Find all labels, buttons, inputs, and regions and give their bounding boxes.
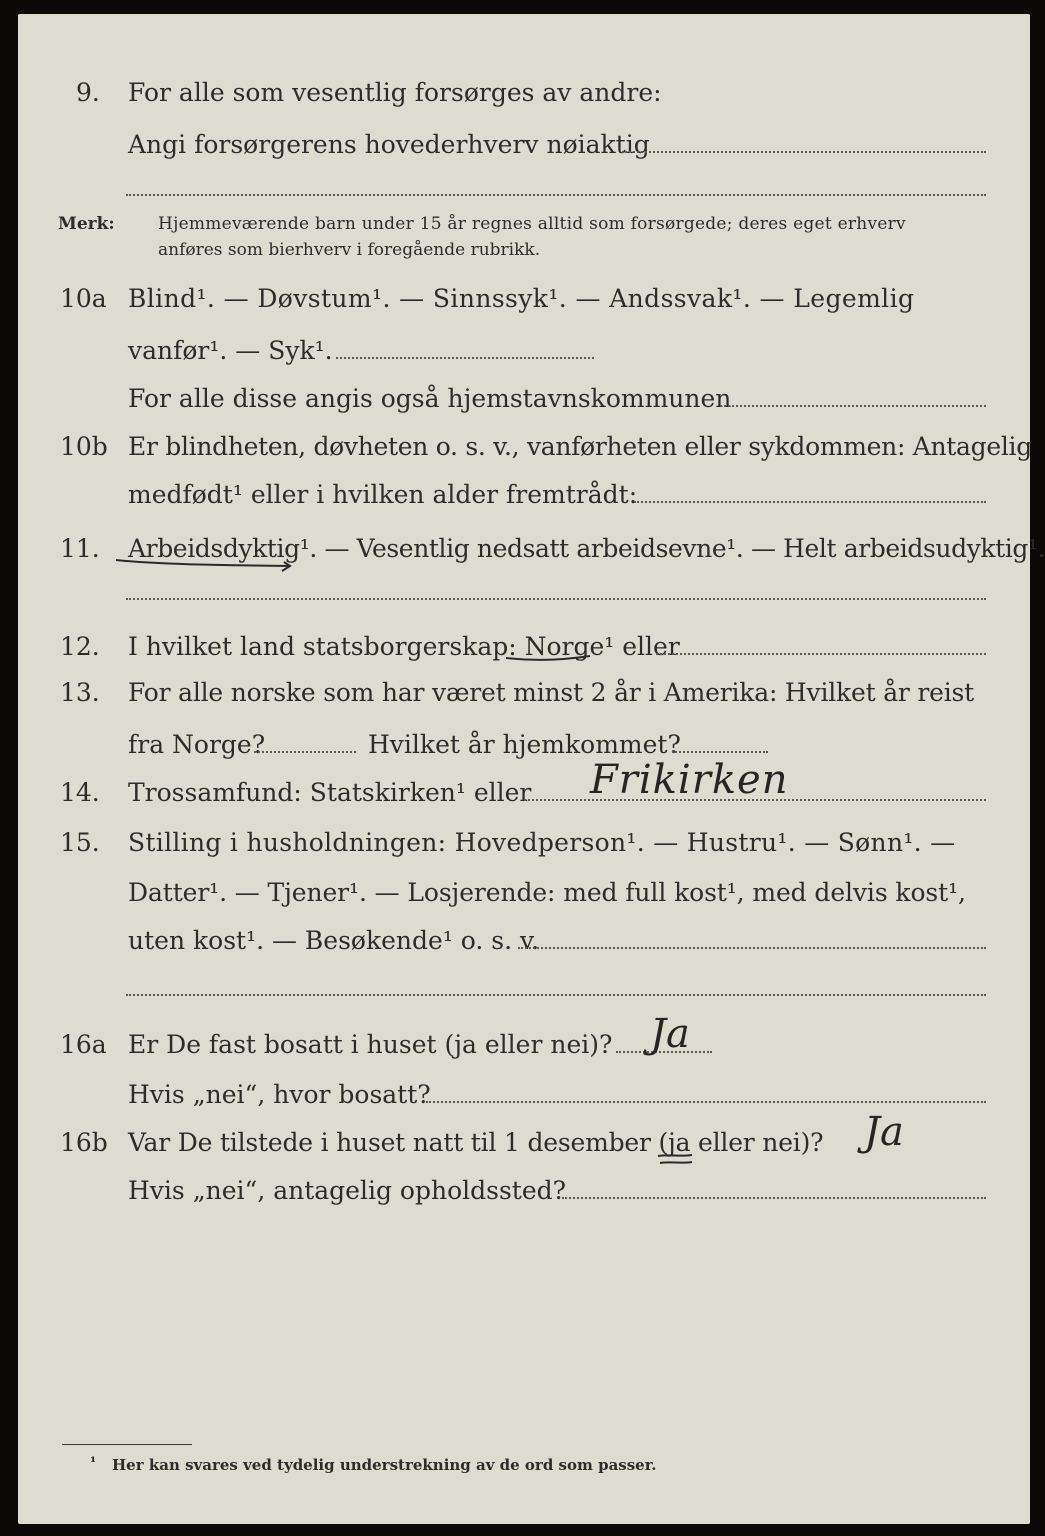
question-10b-text-line1: Er blindheten, døvheten o. s. v., vanførheten eller sykdommen: Antagelig — [128, 432, 1032, 461]
question-16b-handwritten-answer: Ja — [864, 1109, 904, 1155]
question-13-reist-line — [254, 751, 356, 753]
question-16b-number: 16b — [60, 1128, 108, 1157]
question-15-text-line3: uten kost¹. — Besøkende¹ o. s. v. — [128, 926, 540, 955]
question-11-text: Arbeidsdyktig¹. — Vesentlig nedsatt arbeidsevne¹. — Helt arbeidsudyktig¹. — [128, 534, 1045, 563]
question-10b-text-line2: medfødt¹ eller i hvilken alder fremtrådt: — [128, 480, 638, 509]
ja-underline-mark — [656, 1152, 696, 1168]
question-15-text-line1: Stilling i husholdningen: Hovedperson¹. — Hustru¹. — Sønn¹. — — [128, 828, 956, 857]
question-9-answer-line-2 — [126, 194, 986, 196]
question-10a-text-line3: For alle disse angis også hjemstavnskommunen — [128, 384, 732, 413]
census-form-page — [18, 14, 1045, 1524]
question-14-handwritten-answer: Frikirken — [590, 757, 789, 803]
arbeidsdyktig-underline-mark — [114, 552, 294, 576]
question-16a-text-line2: Hvis „nei“, hvor bosatt? — [128, 1080, 431, 1109]
question-16a-bosatt-line — [426, 1101, 986, 1103]
question-16a-text-line1: Er De fast bosatt i huset (ja eller nei)? — [128, 1030, 613, 1059]
question-12-answer-line — [656, 653, 986, 655]
question-12-text: I hvilket land statsborgerskap: Norge¹ eller — [128, 632, 680, 661]
question-15-text-line2: Datter¹. — Tjener¹. — Losjerende: med full kost¹, med delvis kost¹, — [128, 878, 966, 907]
question-15-number: 15. — [60, 828, 100, 857]
footnote-mark: ¹ — [90, 1455, 97, 1471]
question-9-number: 9. — [76, 78, 100, 107]
question-10a-text-line2: vanfør¹. — Syk¹. — [128, 336, 333, 365]
question-9-text-line2: Angi forsørgerens hovederhverv nøiaktig — [128, 130, 650, 159]
question-16a-number: 16a — [60, 1030, 107, 1059]
question-12-number: 12. — [60, 632, 100, 661]
question-13-text-line1: For alle norske som har været minst 2 år i Amerika: Hvilket år reist — [128, 678, 975, 707]
question-13-text-line2a: fra Norge? — [128, 730, 266, 759]
question-15-answer-line — [518, 947, 986, 949]
question-16b-opholdssted-line — [562, 1197, 986, 1199]
question-16a-handwritten-answer: Ja — [650, 1011, 690, 1057]
question-10a-hjemstavn-line — [720, 405, 986, 407]
merk-text-line1: Hjemmeværende barn under 15 år regnes alltid som forsørgede; deres eget erhverv — [158, 214, 906, 234]
question-16b-text-line2: Hvis „nei“, antagelig opholdssted? — [128, 1176, 567, 1205]
question-11-answer-line — [126, 598, 986, 600]
footnote-divider — [62, 1444, 192, 1445]
question-10b-answer-line — [634, 501, 986, 503]
question-9-answer-line — [622, 151, 986, 153]
question-10b-number: 10b — [60, 432, 108, 461]
question-10a-answer-line — [336, 357, 594, 359]
question-11-number: 11. — [60, 534, 100, 563]
norge-underline-mark — [504, 652, 594, 666]
merk-text-line2: anføres som bierhverv i foregående rubrikk. — [158, 240, 541, 260]
merk-label: Merk: — [58, 214, 115, 234]
footnote-text: Her kan svares ved tydelig understrekning av de ord som passer. — [112, 1456, 657, 1474]
question-15-answer-line-2 — [126, 994, 986, 996]
question-14-text: Trossamfund: Statskirken¹ eller — [128, 778, 532, 807]
question-13-text-line2b: Hvilket år hjemkommet? — [368, 730, 681, 759]
question-10a-text-line1: Blind¹. — Døvstum¹. — Sinnssyk¹. — Andssvak¹. — Legemlig — [128, 284, 915, 313]
question-13-number: 13. — [60, 678, 100, 707]
question-10a-number: 10a — [60, 284, 107, 313]
question-13-hjemkommet-line — [672, 751, 768, 753]
question-9-text-line1: For alle som vesentlig forsørges av andre: — [128, 78, 662, 107]
question-16b-text-line1: Var De tilstede i huset natt til 1 desember (ja eller nei)? — [128, 1128, 824, 1157]
question-14-number: 14. — [60, 778, 100, 807]
